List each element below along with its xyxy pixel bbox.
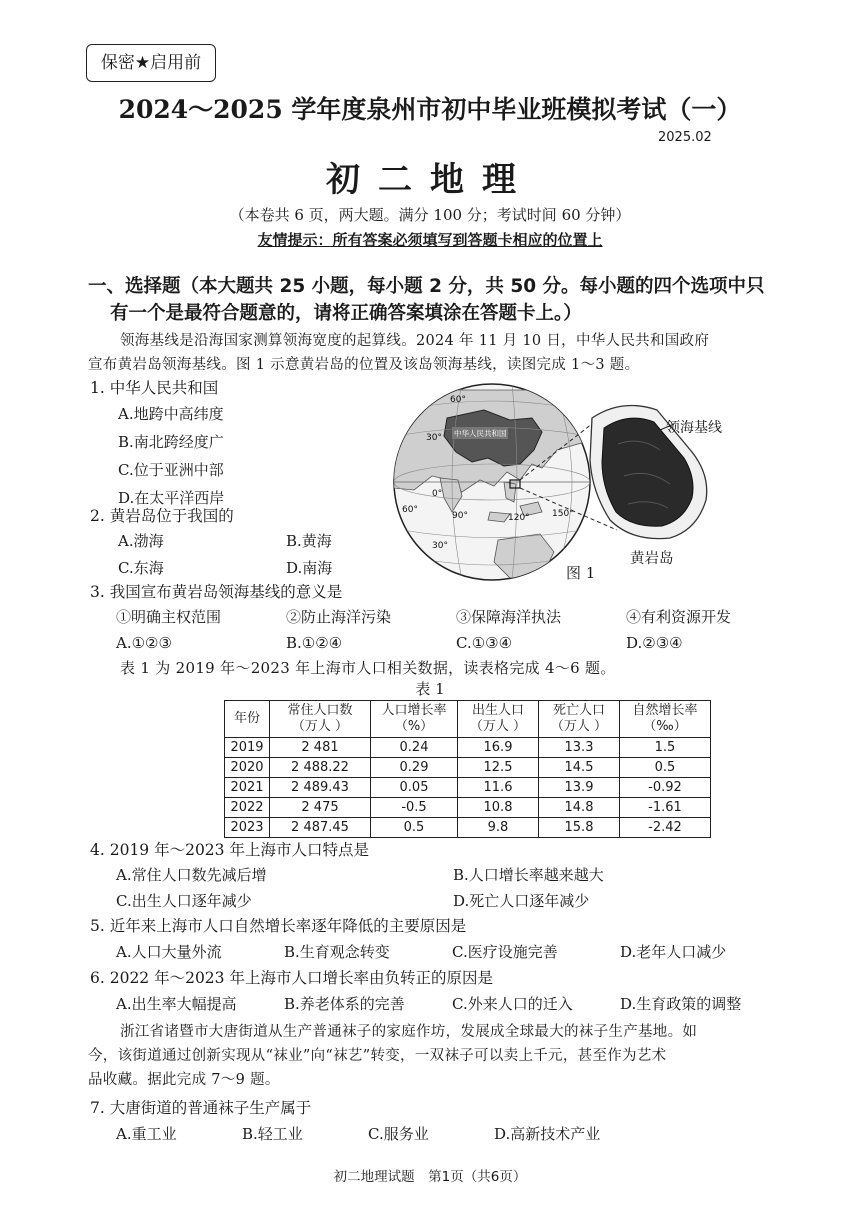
option-a: A.常住人口数先减后增 [116, 866, 267, 884]
table-cell: 2 475 [270, 798, 371, 818]
table-cell: -1.61 [620, 798, 711, 818]
intro-paragraph-2: 表 1 为 2019 年～2023 年上海市人口相关数据，读表格完成 4～6 题。 [120, 659, 616, 677]
exam-date: 2025.02 [658, 130, 712, 145]
table-cell: 16.9 [458, 738, 539, 758]
question-stem: 4. 2019 年～2023 年上海市人口特点是 [90, 841, 369, 859]
statement-1: ①明确主权范围 [116, 608, 222, 626]
option-b: B.南北跨经度广 [118, 433, 224, 451]
population-table [224, 700, 711, 838]
paper-info: （本卷共 6 页，两大题。满分 100 分；考试时间 60 分钟） [229, 206, 631, 224]
question-stem: 3. 我国宣布黄岩岛领海基线的意义是 [90, 583, 343, 601]
header-line: 出生人口 [471, 703, 524, 718]
table-header-cell [620, 701, 711, 738]
option-d: D.死亡人口逐年减少 [453, 892, 590, 910]
table-cell: 2 489.43 [270, 778, 371, 798]
option-b: B.黄海 [286, 532, 332, 550]
table-cell: 0.29 [371, 758, 458, 778]
option-b: B.①②④ [286, 634, 343, 652]
option-d: D.②③④ [626, 634, 683, 652]
table-cell: 2023 [225, 818, 270, 838]
table-cell: 13.3 [539, 738, 620, 758]
option-c: C.服务业 [368, 1125, 429, 1143]
table-cell: -0.5 [371, 798, 458, 818]
option-c: C.东海 [118, 559, 164, 577]
country-label: 中华人民共和国 [454, 429, 507, 438]
option-a: A.人口大量外流 [116, 943, 222, 961]
table-cell: 15.8 [539, 818, 620, 838]
header-line: 死亡人口 [552, 703, 605, 718]
question-6 [90, 966, 810, 1018]
page-footer: 初二地理试题 第1页（共6页） [333, 1169, 527, 1185]
option-b: B.人口增长率越来越大 [453, 866, 604, 884]
lat-label: 60° [402, 505, 418, 515]
baseline-callout: 领海基线 [666, 420, 722, 436]
table-cell: 0.5 [620, 758, 711, 778]
intro-3-line2: 今，该街道通过创新实现从“袜业”向“袜艺”转变，一双袜子可以卖上千元，甚至作为艺术 [88, 1048, 667, 1064]
globe-map [392, 380, 752, 590]
lat-label: 30° [426, 433, 442, 443]
intro-1-line2: 宣布黄岩岛领海基线。图 1 示意黄岩岛的位置及该岛领海基线，读图完成 1～3 题。 [88, 357, 640, 373]
table-header-cell [539, 701, 620, 738]
intro-3-line3: 品收藏。据此完成 7～9 题。 [88, 1072, 280, 1088]
lon-label: 120° [508, 513, 530, 523]
statement-4: ④有利资源开发 [626, 608, 732, 626]
intro-paragraph-1 [88, 329, 800, 377]
intro-1-line1: 领海基线是沿海国家测算领海宽度的起算线。2024 年 11 月 10 日，中华人民共和国政府 [120, 333, 710, 349]
question-4 [90, 838, 790, 914]
table-cell: 0.5 [371, 818, 458, 838]
table-row [225, 798, 711, 818]
option-b: B.轻工业 [242, 1125, 303, 1143]
table-cell: 12.5 [458, 758, 539, 778]
table-cell: 2 481 [270, 738, 371, 758]
lon-label: 90° [452, 511, 468, 521]
question-stem: 7. 大唐街道的普通袜子生产属于 [90, 1099, 312, 1117]
header-unit: （万人 ） [469, 719, 527, 734]
question-3 [90, 580, 790, 656]
option-a: A.①②③ [116, 634, 172, 652]
option-c: C.出生人口逐年减少 [116, 892, 252, 910]
table-1 [224, 700, 711, 838]
option-d: D.高新技术产业 [494, 1125, 601, 1143]
statement-3: ③保障海洋执法 [456, 608, 562, 626]
table-header-cell [458, 701, 539, 738]
answer-reminder: 友情提示：所有答案必须填写到答题卡相应的位置上 [257, 231, 603, 249]
island-callout: 黄岩岛 [630, 551, 674, 567]
subject-title: 初二地理 [326, 160, 534, 200]
question-stem: 6. 2022 年～2023 年上海市人口增长率由负转正的原因是 [90, 969, 493, 987]
intro-3-line1: 浙江省诸暨市大唐街道从生产普通袜子的家庭作坊，发展成全球最大的袜子生产基地。如 [120, 1024, 698, 1040]
confidential-stamp: 保密★启用前 [86, 44, 216, 82]
question-5 [90, 914, 810, 966]
header-line: 常住人口数 [287, 703, 353, 718]
table-row [225, 738, 711, 758]
question-stem: 2. 黄岩岛位于我国的 [90, 507, 234, 525]
question-1 [90, 376, 224, 512]
figure-1-caption: 图 1 [566, 564, 596, 582]
table-cell: -2.42 [620, 818, 711, 838]
question-7 [90, 1096, 790, 1148]
header-unit: （万人 ） [291, 719, 349, 734]
table-header-cell [371, 701, 458, 738]
table-cell: 0.24 [371, 738, 458, 758]
option-d: D.生育政策的调整 [620, 995, 742, 1013]
lon-label: 150° [552, 509, 574, 519]
option-d: D.南海 [286, 559, 333, 577]
table-row [225, 758, 711, 778]
section-heading-line1: 一、选择题（本大题共 25 小题，每小题 2 分，共 50 分。每小题的四个选项中只 [88, 276, 765, 297]
table-cell: 2022 [225, 798, 270, 818]
table-cell: 10.8 [458, 798, 539, 818]
option-c: C.位于亚洲中部 [118, 461, 224, 479]
question-stem: 1. 中华人民共和国 [90, 379, 219, 397]
header-unit: （%） [394, 719, 434, 734]
option-a: A.重工业 [116, 1125, 177, 1143]
header-line: 年份 [233, 711, 260, 726]
question-2 [90, 504, 418, 582]
question-stem: 5. 近年来上海市人口自然增长率逐年降低的主要原因是 [90, 917, 467, 935]
table-header-cell [225, 701, 270, 738]
table-cell: 1.5 [620, 738, 711, 758]
table-cell: 11.6 [458, 778, 539, 798]
option-c: C.医疗设施完善 [452, 943, 558, 961]
table-cell: 9.8 [458, 818, 539, 838]
lat-label: 30° [432, 541, 448, 551]
table-cell: 0.05 [371, 778, 458, 798]
lat-label: 0° [432, 489, 443, 499]
option-a: A.出生率大幅提高 [116, 995, 237, 1013]
table-cell: 2 488.22 [270, 758, 371, 778]
header-line: 人口增长率 [381, 703, 447, 718]
option-d: D.老年人口减少 [620, 943, 727, 961]
option-a: A.渤海 [118, 532, 164, 550]
option-b: B.养老体系的完善 [284, 995, 405, 1013]
statement-2: ②防止海洋污染 [286, 608, 392, 626]
table-row [225, 818, 711, 838]
option-c: C.外来人口的迁入 [452, 995, 573, 1013]
table-cell: 14.8 [539, 798, 620, 818]
option-b: B.生育观念转变 [284, 943, 390, 961]
table-cell: 14.5 [539, 758, 620, 778]
table-cell: -0.92 [620, 778, 711, 798]
table-header-cell [270, 701, 371, 738]
header-line: 自然增长率 [632, 703, 698, 718]
option-a: A.地跨中高纬度 [118, 405, 224, 423]
exam-title: 2024～2025 学年度泉州市初中毕业班模拟考试（一） [118, 95, 742, 124]
intro-paragraph-3 [88, 1020, 800, 1092]
table-cell: 2021 [225, 778, 270, 798]
table-cell: 2 487.45 [270, 818, 371, 838]
header-unit: （万人 ） [550, 719, 608, 734]
section-heading [88, 273, 788, 327]
option-c: C.①③④ [456, 634, 513, 652]
section-heading-line2: 有一个是最符合题意的，请将正确答案填涂在答题卡上。） [110, 303, 582, 324]
table-row [225, 778, 711, 798]
table-1-caption: 表 1 [415, 680, 445, 698]
table-cell: 2020 [225, 758, 270, 778]
table-cell: 2019 [225, 738, 270, 758]
header-unit: （‰） [643, 719, 687, 734]
table-cell: 13.9 [539, 778, 620, 798]
option-d: D.在太平洋西岸 [118, 489, 225, 507]
figure-1 [392, 380, 752, 590]
lat-label: 60° [450, 395, 466, 405]
